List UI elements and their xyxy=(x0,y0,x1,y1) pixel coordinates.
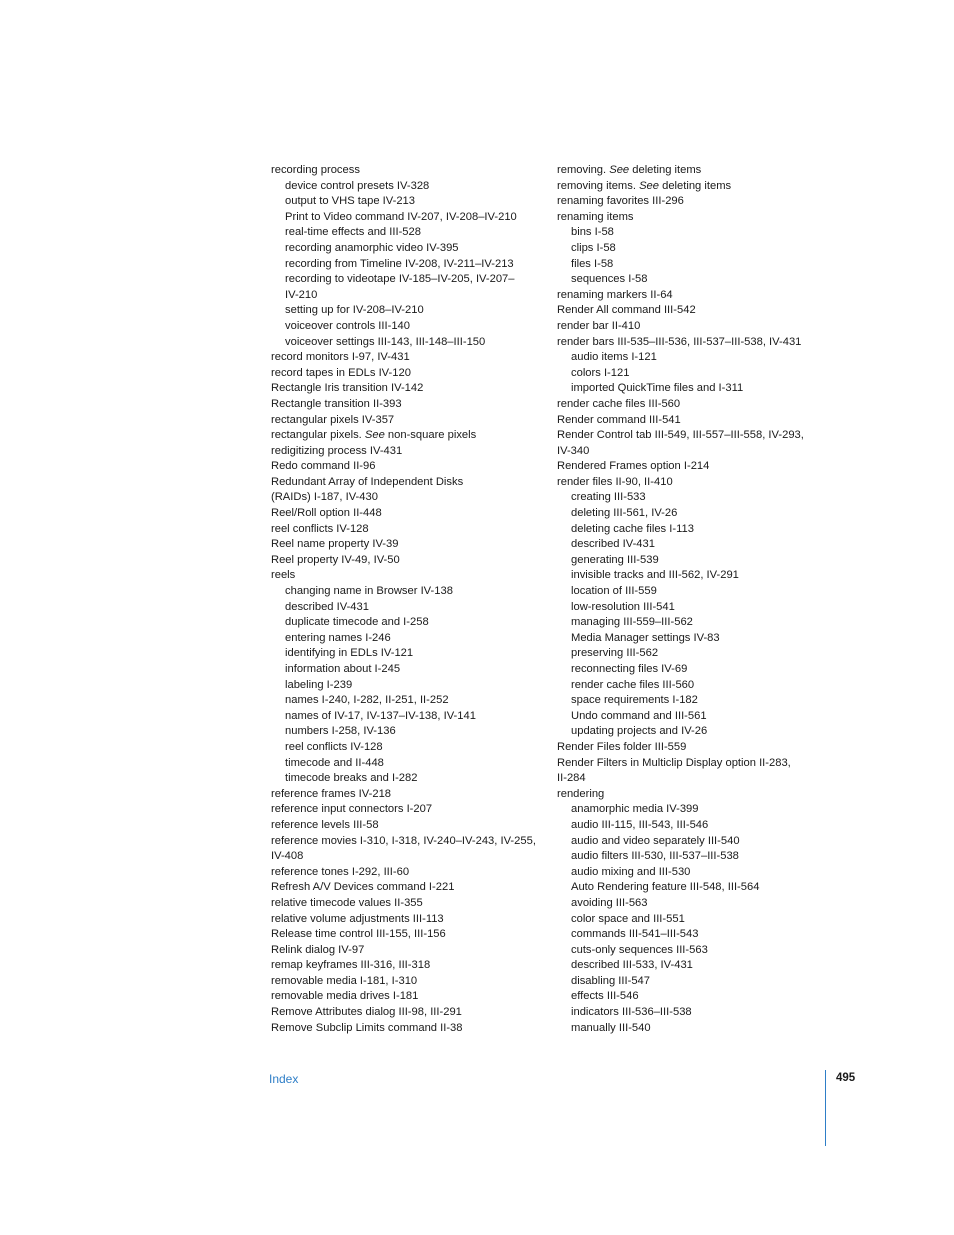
index-subentry xyxy=(557,896,829,912)
index-text: reconnecting files IV-69 xyxy=(571,663,688,675)
index-entry xyxy=(557,475,829,491)
index-subentry xyxy=(557,506,829,522)
index-column-left xyxy=(271,163,543,1036)
index-entry xyxy=(271,490,543,506)
index-entry xyxy=(557,163,829,179)
index-subentry xyxy=(557,834,829,850)
index-text: relative timecode values II-355 xyxy=(271,896,423,909)
index-text: Media Manager settings IV-83 xyxy=(571,631,720,644)
index-entry xyxy=(271,912,543,928)
index-subentry xyxy=(557,693,829,709)
index-entry xyxy=(271,1021,543,1037)
index-entry xyxy=(271,943,543,959)
index-text: audio and video separately III-540 xyxy=(571,834,740,847)
index-text: indicators III-536–III-538 xyxy=(571,1006,692,1019)
index-subentry xyxy=(271,678,543,694)
index-subentry xyxy=(557,522,829,538)
index-entry xyxy=(271,834,543,850)
index-text: sequences I-58 xyxy=(571,273,648,286)
index-entry xyxy=(271,974,543,990)
index-entry xyxy=(271,1005,543,1021)
index-entry xyxy=(271,553,543,569)
index-text: renaming markers II-64 xyxy=(557,288,673,301)
index-entry xyxy=(271,880,543,896)
index-text: preserving III-562 xyxy=(571,647,659,660)
index-text: anamorphic media IV-399 xyxy=(571,803,699,816)
index-entry xyxy=(557,413,829,429)
index-text: render cache files III-560 xyxy=(557,397,681,410)
index-entry xyxy=(557,756,829,772)
index-entry xyxy=(271,849,543,865)
index-text: updating projects and IV-26 xyxy=(571,725,708,738)
index-subentry xyxy=(271,631,543,647)
index-text: Remove Subclip Limits command II-38 xyxy=(271,1021,463,1034)
index-text: audio mixing and III-530 xyxy=(571,865,691,878)
index-text: described IV-431 xyxy=(571,538,655,551)
index-entry xyxy=(271,381,543,397)
index-subentry xyxy=(271,210,543,226)
index-text: invisible tracks and III-562, IV-291 xyxy=(571,569,739,582)
index-subentry xyxy=(557,709,829,725)
index-text: non-square pixels xyxy=(384,429,477,442)
index-entry xyxy=(557,303,829,319)
index-subentry xyxy=(557,584,829,600)
index-entry xyxy=(557,459,829,475)
index-text: commands III-541–III-543 xyxy=(571,928,699,941)
index-entry xyxy=(557,335,829,351)
index-subentry xyxy=(271,646,543,662)
index-text: changing name in Browser IV-138 xyxy=(285,585,453,598)
index-text: names I-240, I-282, II-251, II-252 xyxy=(285,694,449,707)
index-text: Remove Attributes dialog III-98, III-291 xyxy=(271,1006,462,1019)
index-text: removing items. xyxy=(557,179,640,192)
index-subentry xyxy=(557,600,829,616)
index-text: remap keyframes III-316, III-318 xyxy=(271,959,431,972)
index-entry xyxy=(557,210,829,226)
index-entry xyxy=(271,802,543,818)
index-text: recording process xyxy=(271,164,360,176)
index-subentry xyxy=(557,350,829,366)
index-subentry xyxy=(271,724,543,740)
index-text: audio III-115, III-543, III-546 xyxy=(571,818,709,831)
index-entry xyxy=(271,958,543,974)
index-entry xyxy=(271,522,543,538)
index-text: deleting items xyxy=(658,179,732,192)
index-subentry xyxy=(557,912,829,928)
index-text: creating III-533 xyxy=(571,491,646,504)
index-text: low-resolution III-541 xyxy=(571,600,675,613)
index-text: Auto Rendering feature III-548, III-564 xyxy=(571,881,760,894)
index-subentry xyxy=(557,646,829,662)
index-entry xyxy=(271,413,543,429)
index-text: files I-58 xyxy=(571,257,614,270)
footer-divider xyxy=(825,1070,826,1146)
index-text: deleting items xyxy=(629,164,702,176)
index-entry xyxy=(557,194,829,210)
index-entry xyxy=(557,428,829,444)
index-text: Redundant Array of Independent Disks xyxy=(271,475,464,488)
index-entry xyxy=(271,568,543,584)
index-text: redigitizing process IV-431 xyxy=(271,444,403,457)
index-text: device control presets IV-328 xyxy=(285,179,430,192)
index-subentry xyxy=(271,288,543,304)
index-text: clips I-58 xyxy=(571,241,616,254)
index-text: rectangular pixels. xyxy=(271,429,365,442)
index-subentry xyxy=(557,537,829,553)
index-subentry xyxy=(557,989,829,1005)
index-text: voiceover settings III-143, III-148–III-150 xyxy=(285,335,486,348)
index-subentry xyxy=(271,194,543,210)
index-text: deleting cache files I-113 xyxy=(571,522,694,535)
index-text: rendering xyxy=(557,787,605,800)
index-subentry xyxy=(271,225,543,241)
index-text: Reel name property IV-39 xyxy=(271,538,399,551)
index-text: Reel/Roll option II-448 xyxy=(271,507,382,520)
index-text: Rectangle Iris transition IV-142 xyxy=(271,382,424,395)
index-subentry xyxy=(271,319,543,335)
index-subentry xyxy=(557,974,829,990)
index-subentry xyxy=(271,257,543,273)
index-text: IV-340 xyxy=(557,444,590,457)
index-subentry xyxy=(557,241,829,257)
index-text: reference levels III-58 xyxy=(271,818,379,831)
index-subentry xyxy=(557,257,829,273)
index-text: Redo command II-96 xyxy=(271,460,376,473)
index-text: timecode breaks and I-282 xyxy=(285,772,418,785)
index-entry xyxy=(557,288,829,304)
index-text: See xyxy=(609,164,630,176)
index-text: removing. xyxy=(557,164,610,176)
index-text: render bar II-410 xyxy=(557,319,641,332)
index-entry xyxy=(271,506,543,522)
index-text: entering names I-246 xyxy=(285,631,391,644)
index-text: reels xyxy=(271,569,296,582)
index-text: described IV-431 xyxy=(285,600,369,613)
index-subentry xyxy=(557,678,829,694)
index-entry xyxy=(271,459,543,475)
index-text: identifying in EDLs IV-121 xyxy=(285,647,414,660)
index-text: Undo command and III-561 xyxy=(571,709,707,722)
index-entry xyxy=(271,366,543,382)
index-subentry xyxy=(271,615,543,631)
index-entry xyxy=(557,319,829,335)
index-subentry xyxy=(271,584,543,600)
index-subentry xyxy=(271,600,543,616)
index-entry xyxy=(271,927,543,943)
index-text: effects III-546 xyxy=(571,990,639,1003)
index-text: render bars III-535–III-536, III-537–III-538, IV-431 xyxy=(557,335,802,348)
index-entry xyxy=(271,428,543,444)
index-column-right xyxy=(557,163,829,1036)
index-subentry xyxy=(271,241,543,257)
index-text: avoiding III-563 xyxy=(571,896,648,909)
index-subentry xyxy=(271,740,543,756)
index-text: Render Control tab III-549, III-557–III-558, IV-293, xyxy=(557,429,804,442)
index-subentry xyxy=(557,490,829,506)
index-text: reference frames IV-218 xyxy=(271,787,392,800)
index-subentry xyxy=(557,381,829,397)
index-subentry xyxy=(557,225,829,241)
index-text: described III-533, IV-431 xyxy=(571,959,693,972)
index-text: names of IV-17, IV-137–IV-138, IV-141 xyxy=(285,709,476,722)
index-subentry xyxy=(557,943,829,959)
index-text: generating III-539 xyxy=(571,553,659,566)
index-text: numbers I-258, IV-136 xyxy=(285,725,396,738)
index-text: cuts-only sequences III-563 xyxy=(571,943,708,956)
index-entry xyxy=(271,350,543,366)
index-text: bins I-58 xyxy=(571,226,614,239)
index-text: reel conflicts IV-128 xyxy=(285,740,383,753)
index-subentry xyxy=(271,709,543,725)
index-entry xyxy=(557,740,829,756)
index-text: IV-210 xyxy=(285,288,318,301)
index-text: reel conflicts IV-128 xyxy=(271,522,369,535)
index-entry xyxy=(557,179,829,195)
index-text: information about I-245 xyxy=(285,663,401,675)
index-subentry xyxy=(557,818,829,834)
index-text: deleting III-561, IV-26 xyxy=(571,507,678,520)
index-text: Render All command III-542 xyxy=(557,304,696,317)
index-subentry xyxy=(271,756,543,772)
index-text: render files II-90, II-410 xyxy=(557,475,673,488)
index-text: space requirements I-182 xyxy=(571,694,698,707)
index-text: record monitors I-97, IV-431 xyxy=(271,351,410,364)
index-text: See xyxy=(364,429,385,442)
index-entry xyxy=(271,163,543,179)
index-entry xyxy=(271,444,543,460)
index-subentry xyxy=(557,1021,829,1037)
index-entry xyxy=(271,397,543,413)
index-subentry xyxy=(557,615,829,631)
index-subentry xyxy=(271,303,543,319)
index-text: Relink dialog IV-97 xyxy=(271,943,365,956)
index-text: relative volume adjustments III-113 xyxy=(271,912,444,925)
index-text: location of III-559 xyxy=(571,585,657,598)
index-text: setting up for IV-208–IV-210 xyxy=(285,304,424,317)
index-text: Render Filters in Multiclip Display option II-283, xyxy=(557,756,791,769)
index-subentry xyxy=(557,880,829,896)
index-text: disabling III-547 xyxy=(571,974,650,987)
index-subentry xyxy=(557,662,829,678)
index-text: Rectangle transition II-393 xyxy=(271,397,402,410)
index-text: real-time effects and III-528 xyxy=(285,226,421,239)
index-text: Render Files folder III-559 xyxy=(557,740,687,753)
index-text: Print to Video command IV-207, IV-208–IV-210 xyxy=(285,210,517,223)
index-text: output to VHS tape IV-213 xyxy=(285,195,415,208)
index-text: Release time control III-155, III-156 xyxy=(271,928,446,941)
index-text: labeling I-239 xyxy=(285,678,353,691)
index-subentry xyxy=(557,272,829,288)
index-entry xyxy=(557,771,829,787)
index-subentry xyxy=(271,662,543,678)
index-text: duplicate timecode and I-258 xyxy=(285,616,429,629)
index-text: IV-408 xyxy=(271,850,304,863)
index-subentry xyxy=(271,179,543,195)
index-text: voiceover controls III-140 xyxy=(285,319,410,332)
footer-section-label: Index xyxy=(269,1072,299,1086)
index-text: Reel property IV-49, IV-50 xyxy=(271,553,400,566)
index-subentry xyxy=(271,771,543,787)
index-text: timecode and II-448 xyxy=(285,756,384,769)
index-subentry xyxy=(557,631,829,647)
index-text: Rendered Frames option I-214 xyxy=(557,460,710,473)
index-text: Refresh A/V Devices command I-221 xyxy=(271,881,455,894)
index-entry xyxy=(271,537,543,553)
index-subentry xyxy=(557,724,829,740)
page-number: 495 xyxy=(836,1072,856,1084)
index-text: reference tones I-292, III-60 xyxy=(271,865,410,878)
index-text: reference input connectors I-207 xyxy=(271,803,433,816)
index-text: audio filters III-530, III-537–III-538 xyxy=(571,850,739,863)
index-subentry xyxy=(557,553,829,569)
index-subentry xyxy=(557,366,829,382)
index-entry xyxy=(271,475,543,491)
index-subentry xyxy=(557,958,829,974)
index-text: managing III-559–III-562 xyxy=(571,616,693,629)
index-text: color space and III-551 xyxy=(571,912,685,925)
index-subentry xyxy=(557,849,829,865)
index-entry xyxy=(271,896,543,912)
index-text: removable media I-181, I-310 xyxy=(271,974,418,987)
index-text: renaming favorites III-296 xyxy=(557,195,684,208)
index-text: See xyxy=(639,179,659,192)
index-subentry xyxy=(271,693,543,709)
index-subentry xyxy=(557,927,829,943)
index-subentry xyxy=(557,802,829,818)
index-entry xyxy=(557,444,829,460)
index-text: renaming items xyxy=(557,210,634,223)
index-text: Render command III-541 xyxy=(557,413,681,426)
index-text: reference movies I-310, I-318, IV-240–IV-243, IV-255, xyxy=(271,834,536,847)
index-entry xyxy=(557,787,829,803)
index-text: manually III-540 xyxy=(571,1021,651,1034)
index-subentry xyxy=(557,568,829,584)
index-subentry xyxy=(271,335,543,351)
index-subentry xyxy=(557,1005,829,1021)
index-text: audio items I-121 xyxy=(571,351,657,364)
index-text: recording from Timeline IV-208, IV-211–IV-213 xyxy=(285,257,514,270)
index-text: colors I-121 xyxy=(571,366,630,379)
index-entry xyxy=(271,989,543,1005)
index-text: II-284 xyxy=(557,772,586,785)
index-entry xyxy=(557,397,829,413)
index-text: imported QuickTime files and I-311 xyxy=(571,382,744,395)
index-text: recording to videotape IV-185–IV-205, IV-207– xyxy=(285,273,515,286)
index-entry xyxy=(271,818,543,834)
index-text: (RAIDs) I-187, IV-430 xyxy=(271,491,378,504)
index-text: render cache files III-560 xyxy=(571,678,695,691)
index-subentry xyxy=(271,272,543,288)
index-subentry xyxy=(557,865,829,881)
index-text: removable media drives I-181 xyxy=(271,990,419,1003)
index-text: recording anamorphic video IV-395 xyxy=(285,241,459,254)
index-text: rectangular pixels IV-357 xyxy=(271,413,395,426)
index-entry xyxy=(271,787,543,803)
index-entry xyxy=(271,865,543,881)
index-text: record tapes in EDLs IV-120 xyxy=(271,366,411,379)
